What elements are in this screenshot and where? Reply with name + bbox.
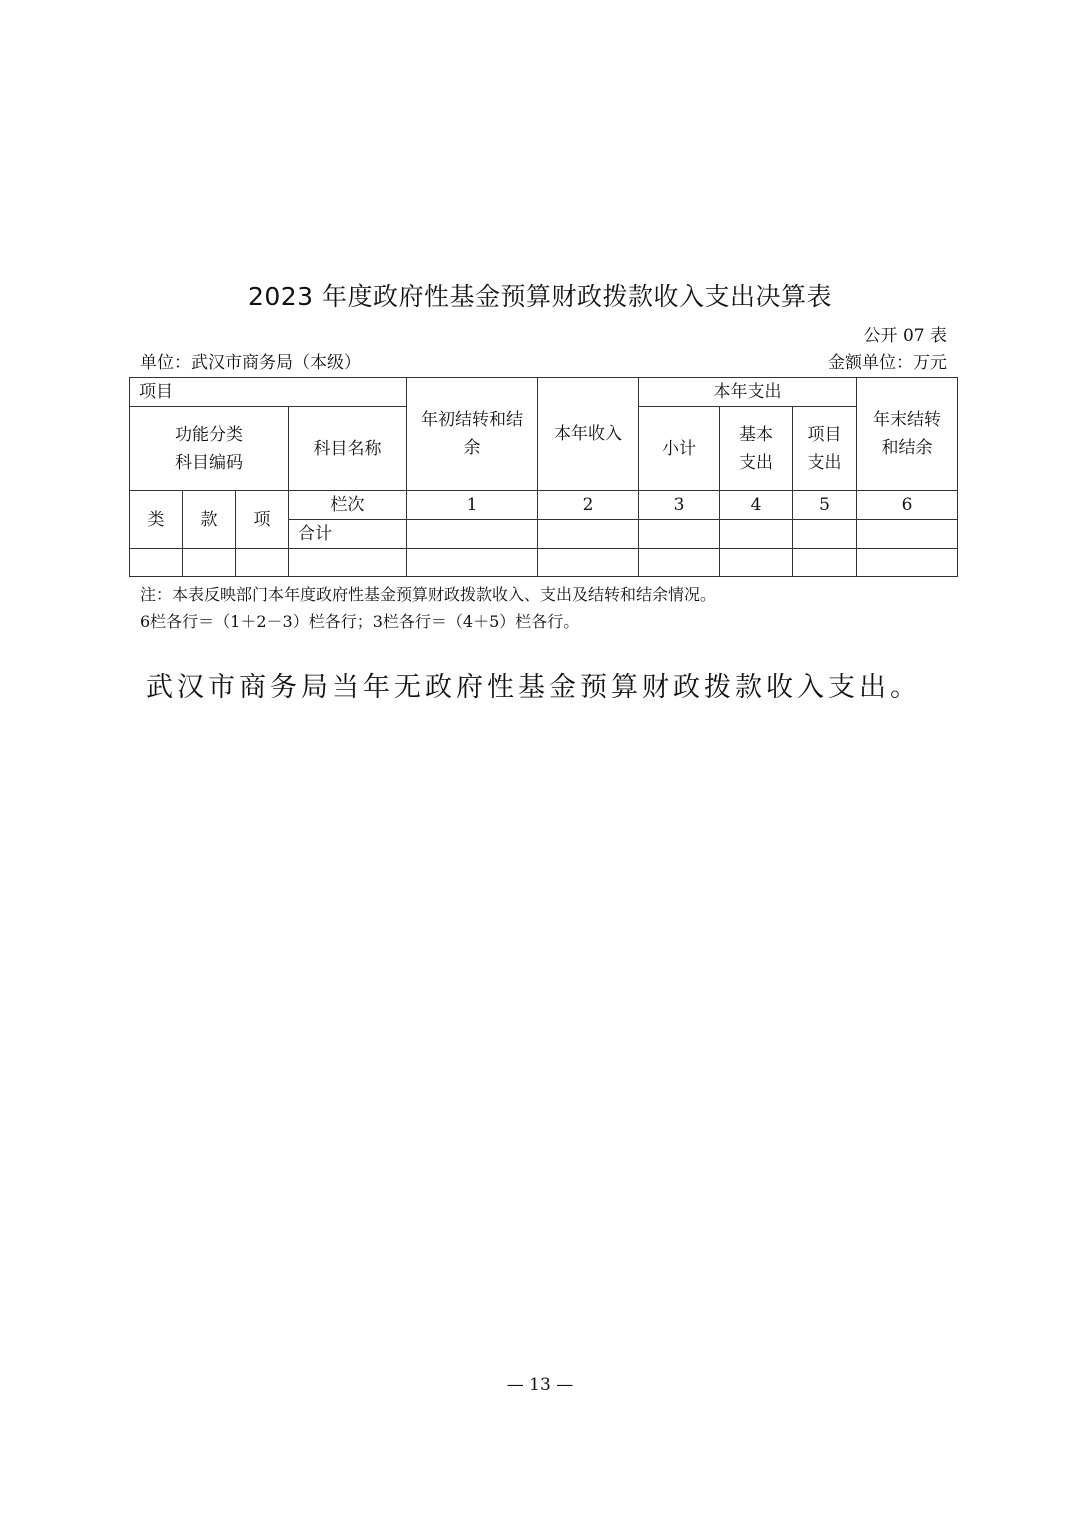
fund-budget-table: [129, 377, 958, 577]
column-label: 栏次: [289, 491, 407, 520]
header-section: 款: [183, 491, 236, 549]
header-opening-balance: [407, 378, 538, 491]
header-item: 项目: [130, 378, 407, 407]
reporting-unit: 单位：武汉市商务局（本级）: [140, 353, 361, 373]
header-function-class: [130, 407, 289, 491]
page-number: — 13 —: [506, 1375, 574, 1395]
total-cell: [538, 520, 639, 549]
function-class-line1: 功能分类: [175, 424, 243, 445]
header-row-1: [130, 378, 958, 407]
column-number-6: 6: [857, 491, 958, 520]
page-title: 2023 年度政府性基金预算财政拨款收入支出决算表: [247, 282, 833, 311]
project-expense-line1: 项目: [807, 424, 842, 445]
empty-cell: [183, 549, 236, 577]
empty-cell: [793, 549, 857, 577]
total-cell: [793, 520, 857, 549]
header-item-level: 项: [236, 491, 289, 549]
project-expense-line2: 支出: [807, 452, 842, 473]
table-note-2: 6栏各行＝（1＋2－3）栏各行；3栏各行＝（4＋5）栏各行。: [140, 612, 580, 631]
table-note-1: 注：本表反映部门本年度政府性基金预算财政拨款收入、支出及结转和结余情况。: [140, 585, 717, 604]
column-number-row: [130, 491, 958, 520]
empty-cell: [720, 549, 793, 577]
column-number-2: 2: [538, 491, 639, 520]
opening-balance-line1: 年初结转和结: [421, 410, 523, 430]
header-closing-balance: [857, 378, 958, 491]
empty-cell: [857, 549, 958, 577]
basic-expense-line1: 基本: [739, 424, 773, 445]
amount-unit: 金额单位：万元: [828, 353, 947, 373]
header-project-expense: [793, 407, 857, 491]
empty-cell: [289, 549, 407, 577]
header-class: 类: [130, 491, 183, 549]
no-data-statement: 武汉市商务局当年无政府性基金预算财政拨款收入支出。: [146, 672, 921, 703]
empty-cell: [538, 549, 639, 577]
header-current-expense: 本年支出: [639, 378, 857, 407]
total-cell: [857, 520, 958, 549]
form-code: 公开 07 表: [863, 326, 947, 346]
column-number-4: 4: [720, 491, 793, 520]
function-class-line2: 科目编码: [175, 452, 243, 473]
column-number-5: 5: [793, 491, 857, 520]
empty-row: [130, 549, 958, 577]
header-subject-name: 科目名称: [289, 407, 407, 491]
column-number-1: 1: [407, 491, 538, 520]
total-cell: [407, 520, 538, 549]
header-basic-expense: [720, 407, 793, 491]
opening-balance-line2: 余: [463, 438, 481, 458]
empty-cell: [639, 549, 720, 577]
total-label: 合计: [289, 520, 407, 549]
closing-balance-line2: 和结余: [881, 438, 933, 458]
header-current-income: 本年收入: [538, 378, 639, 491]
header-subtotal: 小计: [639, 407, 720, 491]
closing-balance-line1: 年末结转: [873, 410, 941, 430]
column-number-3: 3: [639, 491, 720, 520]
empty-cell: [130, 549, 183, 577]
total-cell: [639, 520, 720, 549]
total-cell: [720, 520, 793, 549]
empty-cell: [236, 549, 289, 577]
empty-cell: [407, 549, 538, 577]
basic-expense-line2: 支出: [739, 452, 773, 473]
